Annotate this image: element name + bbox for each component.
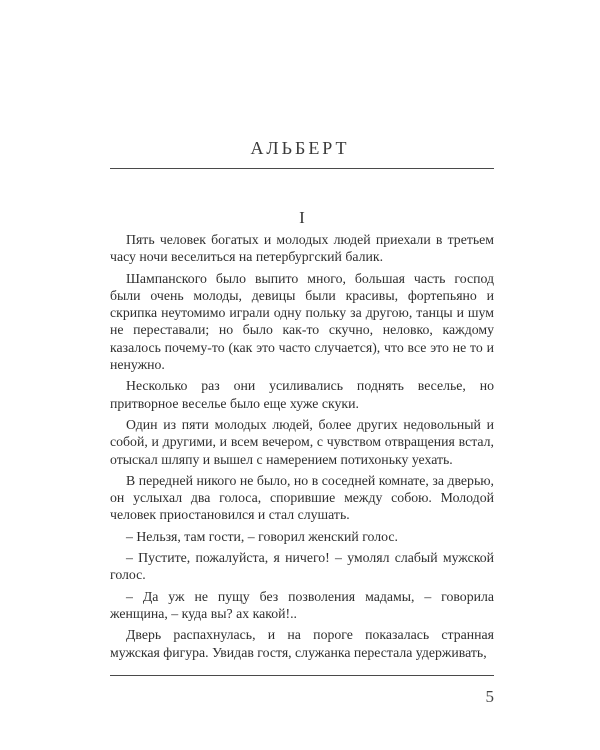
footer-rule (110, 675, 494, 676)
header-rule (110, 168, 494, 169)
page-number: 5 (485, 687, 494, 706)
page-title: АЛЬБЕРТ (250, 138, 350, 158)
body-text (110, 231, 494, 665)
paragraph: Дверь распахнулась, и на пороге показалась странная мужская фигура. Увидав гостя, служанка перестала удерживать, (110, 627, 494, 660)
paragraph: – Нельзя, там гости, – говорил женский голос. (126, 528, 398, 544)
paragraph: Шампанского было выпито много, большая часть господ были очень молоды, девицы были красивы, фортепьяно и скрипка неутомимо играли одну польку за другою, танцы и шум не переставали; но было как-то скучно, неловко, каждому казалось почему-то (как это часто случается), что все это не то и ненужно. (110, 270, 494, 373)
chapter-number: I (299, 208, 305, 227)
paragraph: В передней никого не было, но в соседней комнате, за дверью, он услыхал два голоса, спорившие между собою. Молодой человек приостановился и стал слушать. (110, 472, 494, 523)
paragraph: Пять человек богатых и молодых людей приехали в третьем часу ночи веселиться на петербургский балик. (110, 232, 494, 265)
paragraph: Один из пяти молодых людей, более других недовольный и собой, и другими, и всем вечером, с чувством отвращения встал, отыскал шляпу и вышел с намерением потихоньку уехать. (110, 416, 494, 467)
paragraph: – Да уж не пущу без позволения мадамы, – говорила женщина, – куда вы? ах какой!.. (110, 588, 494, 621)
paragraph: – Пустите, пожалуйста, я ничего! – умолял слабый мужской голос. (110, 550, 494, 583)
paragraph: Несколько раз они усиливались поднять веселье, но притворное веселье было еще хуже скуки. (110, 378, 494, 411)
